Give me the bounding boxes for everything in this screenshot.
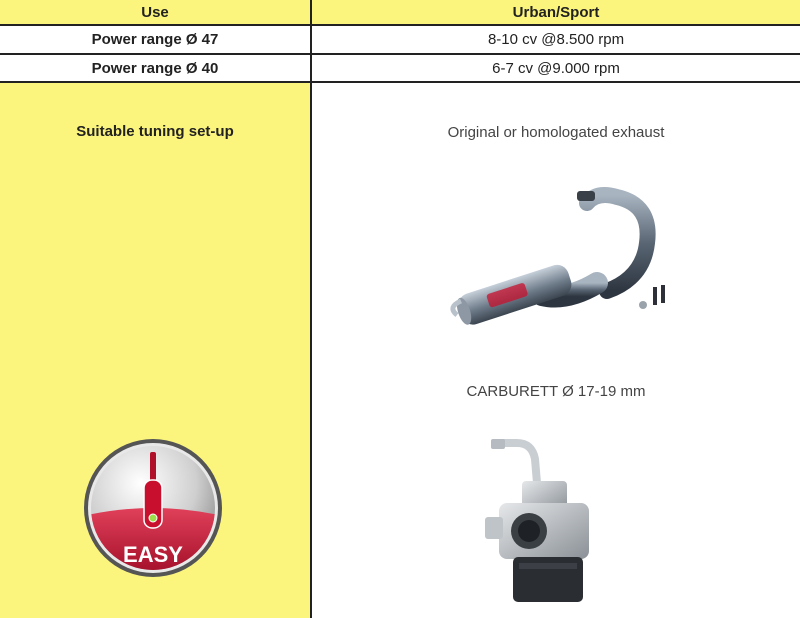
power-range-47-label: Power range Ø 47 bbox=[0, 26, 312, 53]
power-range-47-value: 8-10 cv @8.500 rpm bbox=[312, 26, 800, 53]
header-usage-value: Urban/Sport bbox=[312, 0, 800, 24]
tuning-row bbox=[0, 83, 800, 618]
tuning-label: Suitable tuning set-up bbox=[76, 123, 234, 140]
easy-difficulty-badge bbox=[83, 438, 223, 578]
table-row bbox=[0, 26, 800, 55]
header-use: Use bbox=[0, 0, 312, 24]
carburettor-caption: CARBURETT Ø 17-19 mm bbox=[466, 383, 646, 400]
carburettor-image bbox=[477, 433, 607, 608]
power-range-40-value: 6-7 cv @9.000 rpm bbox=[312, 55, 800, 81]
badge-text: EASY bbox=[123, 542, 183, 567]
table-header-row bbox=[0, 0, 800, 26]
power-range-40-label: Power range Ø 40 bbox=[0, 55, 312, 81]
exhaust-image bbox=[447, 183, 677, 328]
table-row bbox=[0, 55, 800, 83]
tuning-value-cell bbox=[312, 83, 800, 618]
exhaust-caption: Original or homologated exhaust bbox=[447, 124, 665, 141]
tuning-label-cell bbox=[0, 83, 312, 618]
